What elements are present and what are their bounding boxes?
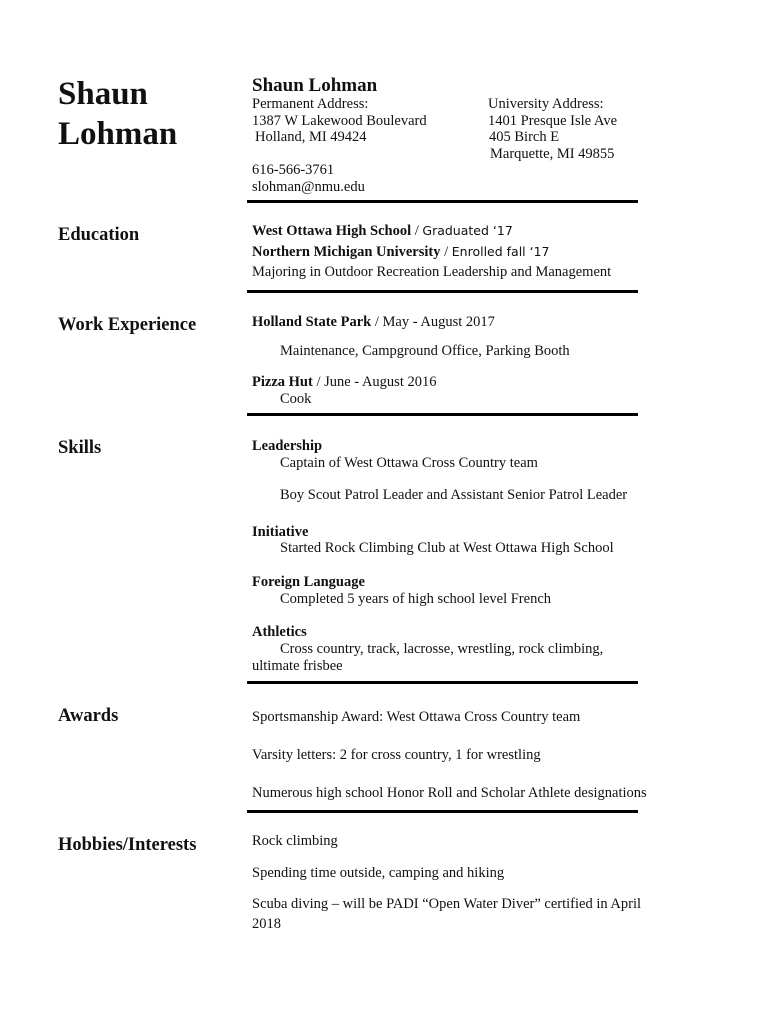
skill-leadership-item: Captain of West Ottawa Cross Country team [280,455,538,471]
resume-name-block [58,74,177,154]
header-name: Shaun Lohman [252,75,378,96]
email-address: slohman@nmu.edu [252,178,365,195]
education-school1 [252,223,513,240]
permanent-address-line1: 1387 W Lakewood Boulevard [252,112,427,129]
skill-athletics-line1: Cross country, track, lacrosse, wrestling, rock climbing, [280,641,604,657]
divider-rule [247,681,638,684]
skill-initiative-item: Started Rock Climbing Club at West Ottawa High School [280,540,614,556]
school1-name: West Ottawa High School [252,223,412,239]
job1-line [252,314,495,331]
divider-rule [247,290,638,293]
hobby-item: Rock climbing [252,833,338,849]
job2-dates: June - August 2016 [324,374,437,390]
school2-status: Enrolled fall ‘17 [451,244,550,259]
job2-employer: Pizza Hut [252,374,313,390]
university-address-label: University Address: [488,96,604,112]
section-title-skills: Skills [58,438,102,458]
school1-status: Graduated ‘17 [422,223,513,238]
hobby-item-scuba-line1: Scuba diving – will be PADI “Open Water Diver” certified in April [252,896,642,912]
job2-separator: / [312,374,325,390]
university-address [488,96,617,162]
job1-separator: / [371,314,383,330]
award-item: Numerous high school Honor Roll and Scholar Athlete designations [252,785,647,801]
university-address-line3: Marquette, MI 49855 [490,145,615,162]
skill-heading-initiative: Initiative [252,524,309,540]
section-title-education: Education [58,225,140,245]
school2-name: Northern Michigan University [252,244,441,260]
job1-dates: May - August 2017 [382,314,495,330]
skill-language-item: Completed 5 years of high school level French [280,591,552,607]
section-title-hobbies: Hobbies/Interests [58,835,197,855]
resume-last-name: Lohman [58,116,178,152]
permanent-address-label: Permanent Address: [252,96,369,112]
divider-rule [247,810,638,813]
education-major: Majoring in Outdoor Recreation Leadership and Management [252,264,612,280]
award-item: Sportsmanship Award: West Ottawa Cross Country team [252,709,581,725]
school1-separator: / [411,223,423,239]
education-school2 [252,244,550,261]
job2-line [252,374,436,391]
section-title-work: Work Experience [58,315,197,335]
divider-rule [247,200,638,203]
skill-athletics-line2: ultimate frisbee [252,658,343,674]
award-item: Varsity letters: 2 for cross country, 1 for wrestling [252,747,541,763]
permanent-address [252,96,427,146]
job2-duties: Cook [280,391,312,407]
hobby-item-scuba-line2: 2018 [252,916,281,932]
skill-heading-language: Foreign Language [252,574,365,590]
skill-leadership-item: Boy Scout Patrol Leader and Assistant Senior Patrol Leader [280,487,628,503]
divider-rule [247,413,638,416]
skill-heading-leadership: Leadership [252,438,323,454]
contact-info [252,162,365,195]
phone-number: 616-566-3761 [252,162,335,178]
school2-separator: / [440,244,452,260]
university-address-line1: 1401 Presque Isle Ave [488,112,617,129]
job1-duties: Maintenance, Campground Office, Parking Booth [280,343,570,359]
hobby-item: Spending time outside, camping and hiking [252,865,505,881]
university-address-line2: 405 Birch E [489,129,560,145]
resume-first-name: Shaun [58,76,148,112]
section-title-awards: Awards [58,706,119,726]
skill-heading-athletics: Athletics [252,624,307,640]
job1-employer: Holland State Park [252,314,372,330]
permanent-address-line2: Holland, MI 49424 [255,129,367,145]
